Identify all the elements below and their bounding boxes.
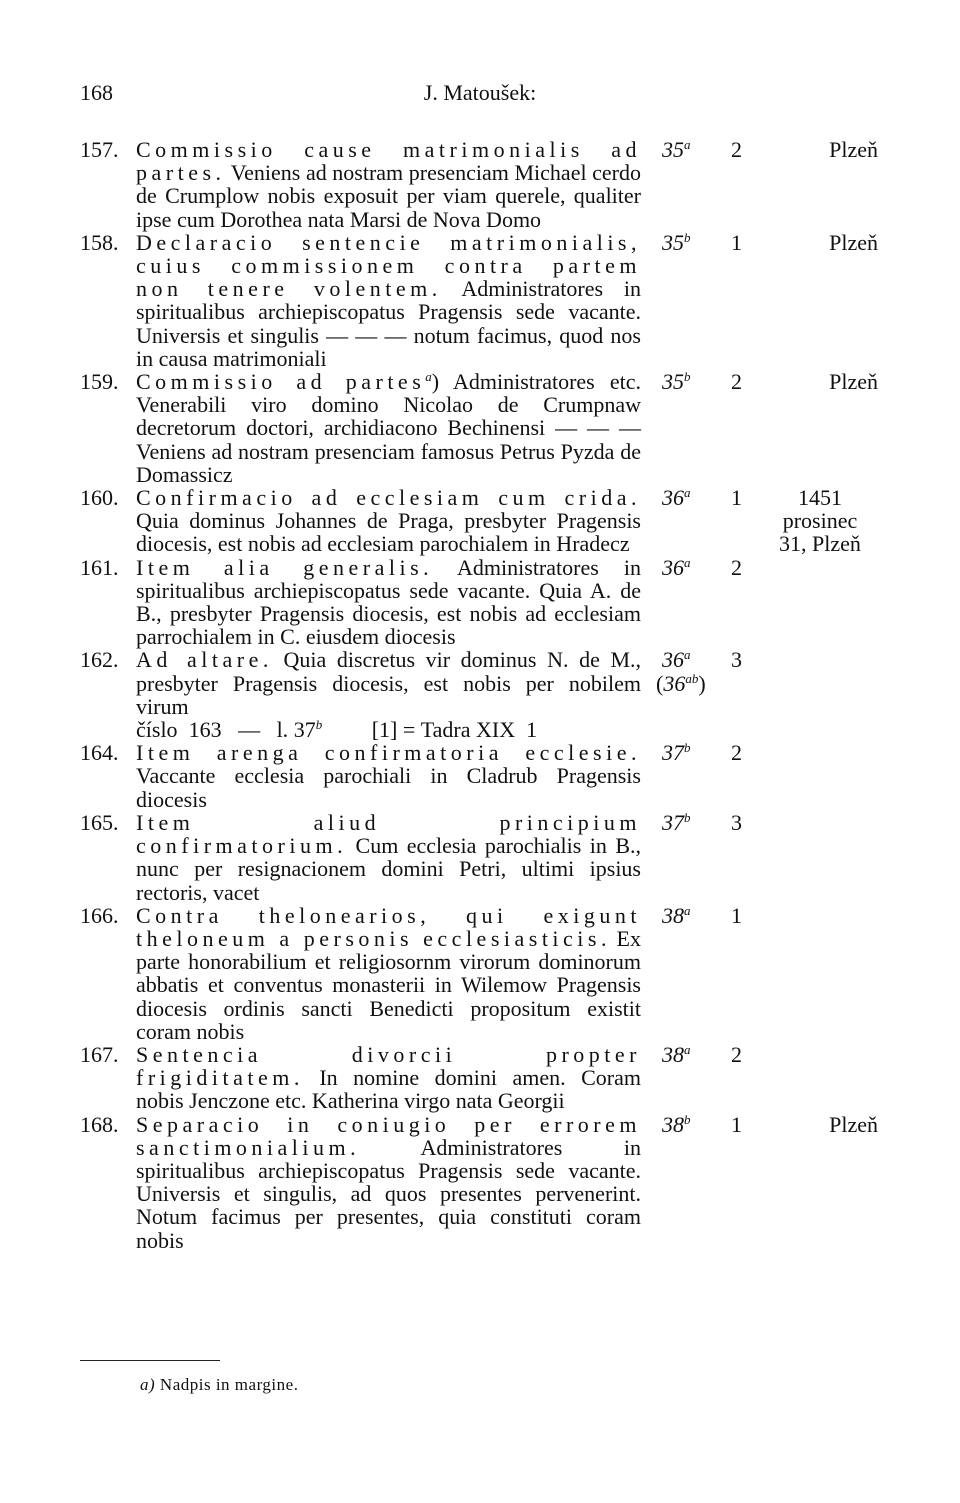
entry-title: Commissio cause matrimonialis ad partes.: [136, 137, 641, 186]
entry-body: [136, 486, 641, 556]
entry-title: Item aliud principium confirmatorium.: [136, 809, 641, 859]
place: Plzeň: [829, 1111, 878, 1137]
count: 1: [731, 229, 742, 255]
entry-number: 168.: [80, 1111, 119, 1137]
place-date: 1451 prosinec 31, Plzeň: [779, 485, 861, 557]
entry-title: Item arenga confirmatoria ecclesie.: [136, 740, 641, 766]
cislo-ref: Tadra XIX: [420, 717, 516, 743]
entry-title: Item alia generalis.: [136, 554, 434, 580]
entry-number: 160.: [80, 485, 119, 511]
place: Plzeň: [829, 137, 878, 162]
footnote-text: Nadpis in margine.: [159, 1375, 299, 1394]
entry-body: [136, 1043, 641, 1113]
entry-161: [80, 556, 890, 649]
entry-body: [136, 138, 641, 231]
entry-title: Declaracio sentencie matrimonialis, cuius commissionem contra partem non tenere volentem.: [136, 229, 641, 302]
folio-ref: 35$^b$: [662, 229, 691, 255]
entry-body: [136, 556, 641, 649]
count: 3: [731, 647, 742, 673]
entry-160: [80, 486, 890, 556]
footnote-mark: a): [140, 1375, 156, 1394]
cislo-label: číslo: [136, 717, 178, 743]
entry-167: [80, 1043, 890, 1113]
entry-body: [136, 811, 641, 904]
entry-text: Vaccante ecclesia parochiali in Cladrub Pragensis diocesis: [136, 763, 641, 812]
entry-number: 161.: [80, 554, 119, 580]
count: 3: [731, 809, 742, 835]
entry-text: Ex parte honorabilium et religiosornm virorum dominorum abbatis et conventus monasterii in Wilemow Pragensis diocesis ordinis sancti Benedicti propositum existit coram nobis: [136, 925, 641, 1044]
entry-text: Quia discretus vir dominus N. de M., presbyter Pragensis diocesis, est nobis per nobilem virum: [136, 647, 642, 719]
entry-number: 166.: [80, 902, 119, 928]
entry-168: [80, 1113, 890, 1252]
folio-ref: 37$^b$: [662, 809, 691, 835]
entry-title: Commissio ad partes: [136, 369, 426, 395]
entry-text: Cum ecclesia parochialis in B., nunc per resignacionem domini Petri, ultimi ipsius rectoris, vacet: [136, 833, 642, 905]
footnote-rule: [80, 1360, 220, 1361]
entry-text: Administratores in spiritualibus archiepiscopatus sede vacante. Quia A. de B., presbyter Pragensis diocesis, est nobis ad ecclesiam parrochialem in C. eiusdem diocesis: [136, 554, 641, 650]
count: 1: [731, 485, 742, 511]
entry-body: [136, 648, 641, 718]
folio-ref: 36$^a$: [662, 647, 691, 673]
folio-ref: 35$^a$: [662, 137, 691, 162]
entry-number: 162.: [80, 647, 119, 673]
entry-title: Sentencia divorcii propter frigiditatem.: [136, 1041, 641, 1091]
entry-body: [136, 741, 641, 811]
entry-text: In nomine domini amen. Coram nobis Jenczone etc. Katherina virgo nata Georgii: [136, 1065, 642, 1114]
entry-body: [136, 1113, 641, 1252]
page-number: 168: [80, 80, 113, 105]
entry-title: Contra thelonearios, qui exigunt theloneum a personis ecclesiasticis.: [136, 902, 641, 951]
entry-title: Separacio in coniugio per errorem sanctimonialium.: [136, 1111, 641, 1160]
count: 1: [731, 902, 742, 928]
running-title: J. Matoušek:: [423, 80, 537, 105]
cislo-number: 163: [188, 717, 222, 743]
page-header: [80, 80, 880, 110]
footnote-ref: a: [425, 369, 432, 385]
entry-text: Veniens ad nostram presenciam Michael cerdo de Crumplow nobis exposuit per viam querele, qualiter ipse cum Dorothea nata Marsi de Nova Domo: [136, 160, 641, 232]
folio-ref: 38$^b$: [662, 1111, 691, 1137]
entry-158: [80, 231, 890, 370]
place: Plzeň: [829, 229, 878, 255]
entry-number: 164.: [80, 740, 119, 766]
entry-number: 159.: [80, 369, 119, 395]
folio-ref: 38$^a$: [662, 1041, 691, 1067]
entry-number: 157.: [80, 137, 119, 162]
count: 1: [731, 1111, 742, 1137]
folio-ref-alt: $(36^{ab})$: [656, 670, 706, 696]
entry-166: [80, 904, 890, 1043]
folio-ref: 36$^a$: [662, 554, 691, 580]
entry-number: 158.: [80, 229, 119, 255]
count: 2: [731, 369, 742, 395]
count: 2: [731, 554, 742, 580]
folio-ref: 35$^b$: [662, 369, 691, 395]
count: 2: [731, 740, 742, 766]
entry-159: [80, 370, 890, 486]
entry-title: Confirmacio ad ecclesiam cum crida.: [136, 485, 641, 511]
footnote: [140, 1375, 298, 1395]
entry-165: [80, 811, 890, 904]
entry-157: [80, 138, 890, 231]
count: 2: [731, 137, 742, 162]
entry-number: 167.: [80, 1041, 119, 1067]
cislo-line: číslo 163 — l. 37$^b$ [1] = Tadra XIX 1: [136, 717, 538, 743]
folio-ref: 36$^a$: [662, 485, 691, 511]
entry-body: [136, 904, 641, 1043]
entry-162: [80, 648, 890, 718]
entry-title: Ad altare.: [136, 647, 273, 673]
entry-body: [136, 370, 641, 486]
count: 2: [731, 1041, 742, 1067]
entry-number: 165.: [80, 809, 119, 835]
entry-text: Administratores in spiritualibus archiepiscopatus Pragensis sede vacante. Universis et singulis — — — notum facimus, quod nos in causa matrimoniali: [136, 276, 641, 371]
entry-body: [136, 231, 641, 370]
folio-ref: 37$^b$: [662, 740, 691, 766]
place: Plzeň: [829, 369, 878, 395]
entry-164: [80, 741, 890, 811]
entries-list: [80, 138, 890, 1252]
entry-text: Quia dominus Johannes de Praga, presbyter Pragensis diocesis, est nobis ad ecclesiam parochialem in Hradecz: [136, 508, 641, 557]
entry-text: Administratores in spiritualibus archiepiscopatus Pragensis sede vacante. Universis et singulis, ad quos presentes pervenerint. Notum facimus per presentes, quia constituti coram nobis: [136, 1134, 641, 1253]
folio-ref: 38$^a$: [662, 902, 691, 928]
entry-text: ) Administratores etc. Venerabili viro domino Nicolao de Crumpnaw decretorum doctori, archidiacono Bechinensi — — — Veniens ad nostram presenciam famosus Petrus Pyzda de Domassicz: [136, 369, 641, 487]
cislo-leaf: 37: [293, 717, 316, 743]
